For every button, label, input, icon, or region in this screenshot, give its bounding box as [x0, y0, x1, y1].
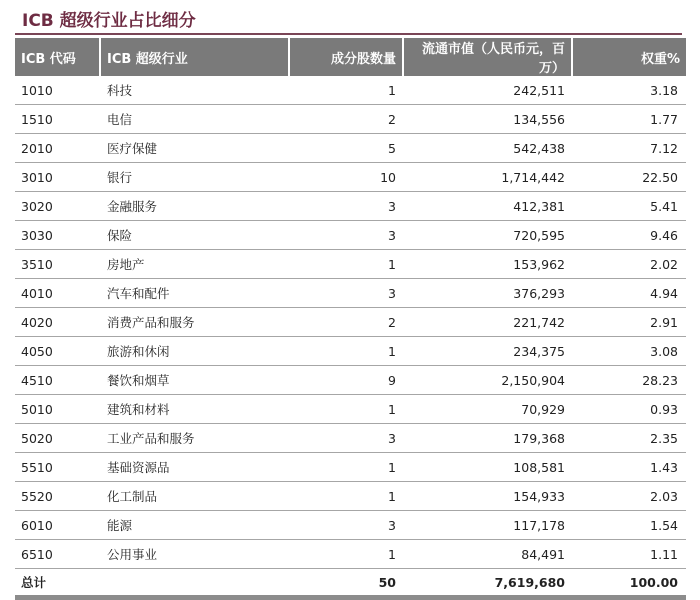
cell-market-cap: 117,178: [404, 511, 573, 540]
cell-weight: 1.11: [573, 540, 686, 569]
cell-icb-code: 3020: [15, 192, 101, 221]
cell-weight: 2.35: [573, 424, 686, 453]
icb-industry-table: [15, 38, 686, 600]
cell-icb-industry: 旅游和休闲: [101, 337, 290, 366]
cell-market-cap: 221,742: [404, 308, 573, 337]
header-market-cap: 流通市值（人民币元，百万）: [404, 38, 573, 76]
cell-weight: 9.46: [573, 221, 686, 250]
header-weight: 权重%: [573, 38, 686, 76]
table-row: [15, 395, 686, 424]
table-row: [15, 308, 686, 337]
cell-constituent-count: 3: [290, 192, 404, 221]
cell-icb-code: 1510: [15, 105, 101, 134]
cell-constituent-count: 10: [290, 163, 404, 192]
cell-weight: 1.77: [573, 105, 686, 134]
cell-icb-code: 6010: [15, 511, 101, 540]
table-row: [15, 76, 686, 105]
cell-weight: 0.93: [573, 395, 686, 424]
table-row: [15, 424, 686, 453]
cell-weight: 5.41: [573, 192, 686, 221]
cell-market-cap: 542,438: [404, 134, 573, 163]
cell-icb-industry: 公用事业: [101, 540, 290, 569]
cell-market-cap: 1,714,442: [404, 163, 573, 192]
cell-market-cap: 2,150,904: [404, 366, 573, 395]
cell-icb-code: 3010: [15, 163, 101, 192]
cell-icb-code: 2010: [15, 134, 101, 163]
cell-constituent-count: 1: [290, 395, 404, 424]
table-row: [15, 540, 686, 569]
cell-icb-code: 6510: [15, 540, 101, 569]
cell-constituent-count: 3: [290, 221, 404, 250]
cell-icb-industry: 科技: [101, 76, 290, 105]
cell-constituent-count: 2: [290, 308, 404, 337]
cell-weight: 1.54: [573, 511, 686, 540]
cell-icb-code: 3030: [15, 221, 101, 250]
cell-icb-code: 5020: [15, 424, 101, 453]
header-icb-code: ICB 代码: [15, 38, 101, 76]
cell-icb-code: 4020: [15, 308, 101, 337]
cell-weight: 3.18: [573, 76, 686, 105]
header-constituent-count: 成分股数量: [290, 38, 404, 76]
cell-market-cap: 154,933: [404, 482, 573, 511]
cell-weight: 2.03: [573, 482, 686, 511]
header-icb-industry: ICB 超级行业: [101, 38, 290, 76]
cell-constituent-count: 3: [290, 511, 404, 540]
cell-weight: 3.08: [573, 337, 686, 366]
cell-constituent-count: 1: [290, 337, 404, 366]
cell-constituent-count: 1: [290, 250, 404, 279]
cell-icb-industry: 餐饮和烟草: [101, 366, 290, 395]
cell-icb-industry: 汽车和配件: [101, 279, 290, 308]
cell-market-cap: 234,375: [404, 337, 573, 366]
table-row: [15, 337, 686, 366]
cell-market-cap: 376,293: [404, 279, 573, 308]
cell-icb-industry: 保险: [101, 221, 290, 250]
cell-constituent-count: 9: [290, 366, 404, 395]
cell-icb-code: 5520: [15, 482, 101, 511]
table-row: [15, 250, 686, 279]
cell-market-cap: 134,556: [404, 105, 573, 134]
cell-market-cap: 153,962: [404, 250, 573, 279]
cell-icb-industry: 工业产品和服务: [101, 424, 290, 453]
cell-icb-industry: 消费产品和服务: [101, 308, 290, 337]
cell-market-cap: 242,511: [404, 76, 573, 105]
cell-market-cap: 179,368: [404, 424, 573, 453]
total-constituent-count: 50: [290, 569, 404, 600]
cell-constituent-count: 1: [290, 482, 404, 511]
cell-weight: 28.23: [573, 366, 686, 395]
title-divider: [15, 33, 682, 35]
cell-constituent-count: 3: [290, 424, 404, 453]
cell-icb-code: 4010: [15, 279, 101, 308]
cell-market-cap: 84,491: [404, 540, 573, 569]
cell-weight: 2.02: [573, 250, 686, 279]
cell-icb-code: 5510: [15, 453, 101, 482]
cell-icb-industry: 建筑和材料: [101, 395, 290, 424]
cell-icb-code: 3510: [15, 250, 101, 279]
cell-icb-code: 4050: [15, 337, 101, 366]
cell-constituent-count: 1: [290, 540, 404, 569]
table-row: [15, 105, 686, 134]
cell-weight: 7.12: [573, 134, 686, 163]
cell-icb-code: 5010: [15, 395, 101, 424]
table-body: [15, 76, 686, 600]
cell-icb-industry: 房地产: [101, 250, 290, 279]
cell-icb-industry: 银行: [101, 163, 290, 192]
cell-icb-industry: 电信: [101, 105, 290, 134]
table-row: [15, 279, 686, 308]
cell-icb-industry: 金融服务: [101, 192, 290, 221]
cell-icb-industry: 基础资源品: [101, 453, 290, 482]
table-row: [15, 221, 686, 250]
table-row: [15, 366, 686, 395]
cell-icb-code: 1010: [15, 76, 101, 105]
total-label: 总计: [15, 569, 101, 600]
cell-icb-code: 4510: [15, 366, 101, 395]
cell-icb-industry: 能源: [101, 511, 290, 540]
table-row: [15, 163, 686, 192]
cell-market-cap: 720,595: [404, 221, 573, 250]
cell-icb-industry: 医疗保健: [101, 134, 290, 163]
cell-market-cap: 70,929: [404, 395, 573, 424]
total-weight: 100.00: [573, 569, 686, 600]
table-row: [15, 453, 686, 482]
total-market-cap: 7,619,680: [404, 569, 573, 600]
cell-constituent-count: 1: [290, 76, 404, 105]
cell-weight: 2.91: [573, 308, 686, 337]
cell-constituent-count: 1: [290, 453, 404, 482]
cell-weight: 1.43: [573, 453, 686, 482]
cell-weight: 4.94: [573, 279, 686, 308]
cell-market-cap: 412,381: [404, 192, 573, 221]
table-header-row: [15, 38, 686, 76]
cell-icb-industry: 化工制品: [101, 482, 290, 511]
cell-constituent-count: 5: [290, 134, 404, 163]
cell-weight: 22.50: [573, 163, 686, 192]
cell-market-cap: 108,581: [404, 453, 573, 482]
table-row: [15, 511, 686, 540]
table-row: [15, 192, 686, 221]
cell-constituent-count: 2: [290, 105, 404, 134]
cell-constituent-count: 3: [290, 279, 404, 308]
table-row: [15, 482, 686, 511]
page-title: ICB 超级行业占比细分: [22, 11, 196, 31]
table-row: [15, 134, 686, 163]
